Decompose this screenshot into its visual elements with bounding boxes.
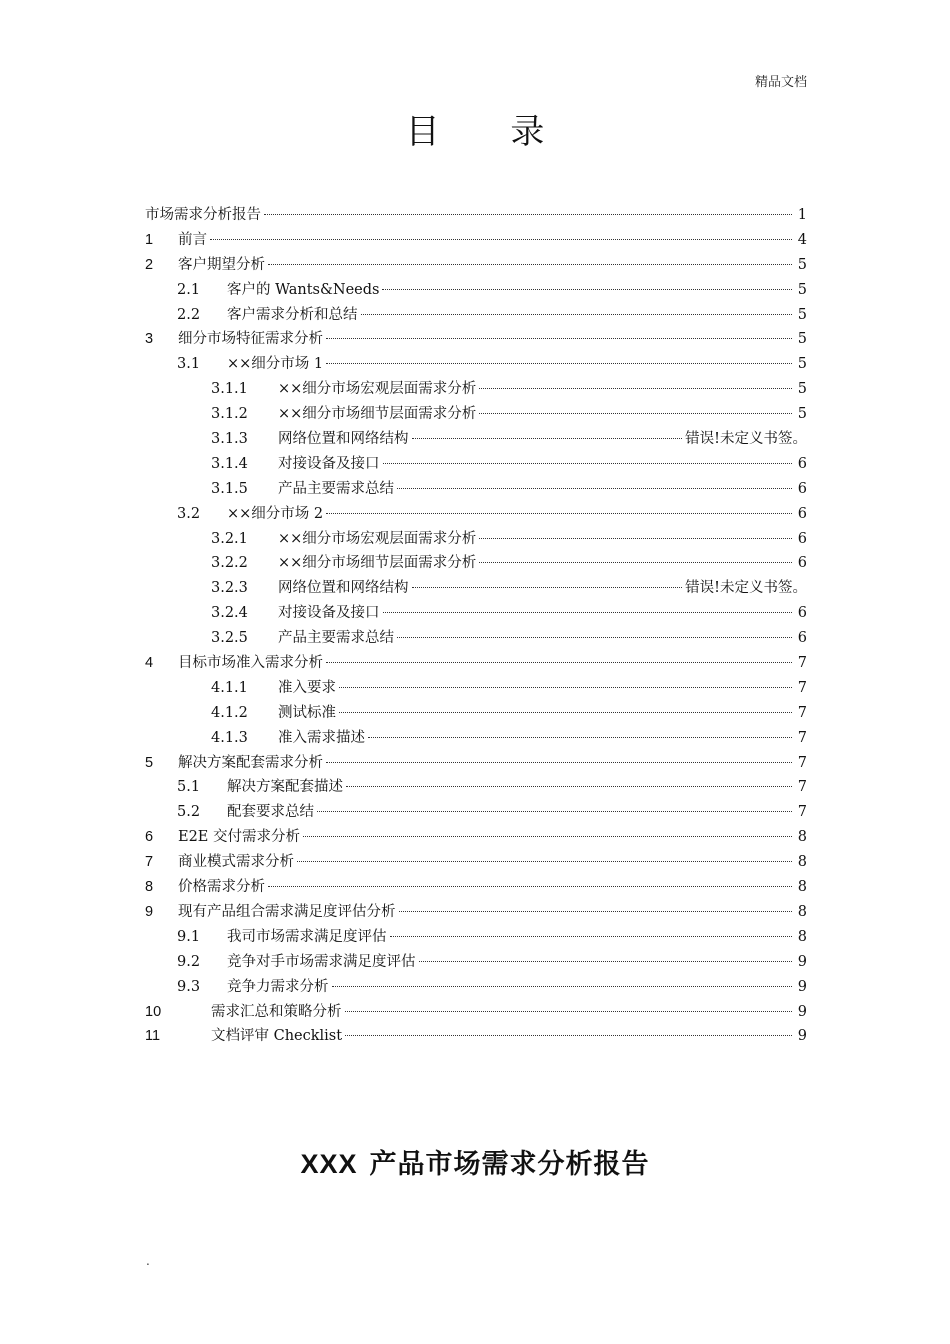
toc-entry-number: 4	[145, 655, 154, 672]
toc-entry-page: 6	[797, 555, 807, 572]
toc-entry-number: 3.1.2	[211, 406, 248, 423]
toc-entry-page: 5	[797, 306, 807, 323]
toc-dot-leader	[419, 961, 793, 962]
toc-dot-leader	[339, 687, 792, 688]
toc-entry-page: 9	[797, 1028, 807, 1045]
toc-dot-leader	[412, 587, 683, 588]
toc-entry-label: 现有产品组合需求满足度评估分析	[178, 903, 396, 920]
toc-entry-page: 错误!未定义书签。	[685, 431, 807, 448]
toc-entry-label: 网络位置和网络结构	[278, 431, 409, 448]
toc-dot-leader	[268, 264, 792, 265]
toc-dot-leader	[479, 538, 792, 539]
toc-entry-number: 8	[145, 879, 154, 896]
toc-entry-page: 8	[797, 879, 807, 896]
toc-entry-page: 5	[797, 281, 807, 298]
toc-entry-label: 配套要求总结	[227, 804, 314, 821]
toc-entry-label: ××细分市场细节层面需求分析	[278, 406, 477, 423]
toc-entry-label: 对接设备及接口	[278, 455, 380, 472]
toc-entry-number: 3.1.5	[211, 480, 248, 497]
toc-entry-number: 3.1.4	[211, 455, 248, 472]
toc-entry-label: 客户需求分析和总结	[227, 306, 358, 323]
toc-entry-page: 8	[797, 854, 807, 871]
toc-entry-number: 3.2.4	[211, 605, 248, 622]
toc-dot-leader	[383, 463, 793, 464]
toc-entry[interactable]	[145, 253, 807, 278]
document-title	[0, 1142, 950, 1181]
toc-entry-page: 5	[797, 256, 807, 273]
toc-entry-page: 1	[797, 207, 807, 223]
toc-entry[interactable]	[145, 327, 807, 352]
table-of-contents	[145, 203, 807, 1049]
toc-title: 目 录	[405, 112, 575, 152]
toc-entry[interactable]	[145, 452, 807, 477]
header-note: 精品文档	[754, 75, 807, 90]
toc-entry-page: 7	[797, 655, 807, 672]
toc-entry-page: 4	[797, 231, 807, 248]
toc-entry-label: 细分市场特征需求分析	[178, 331, 323, 348]
toc-entry-number: 9.2	[177, 953, 201, 970]
toc-entry[interactable]	[145, 850, 807, 875]
toc-dot-leader	[479, 388, 792, 389]
toc-entry-label: 文档评审 Checklist	[211, 1028, 343, 1045]
toc-entry-number: 3.2.5	[211, 630, 248, 647]
toc-entry-page: 7	[797, 779, 807, 796]
toc-entry-number: 10	[145, 1003, 162, 1020]
toc-entry[interactable]	[145, 527, 807, 552]
toc-entry-label: ××细分市场 1	[227, 356, 324, 373]
toc-entry[interactable]	[145, 875, 807, 900]
toc-entry-label: 竞争力需求分析	[227, 978, 329, 995]
toc-entry-page: 7	[797, 754, 807, 771]
toc-dot-leader	[297, 861, 792, 862]
toc-entry[interactable]	[145, 1024, 807, 1049]
toc-entry-label: 测试标准	[278, 704, 336, 721]
toc-entry-number: 11	[145, 1028, 161, 1045]
toc-dot-leader	[326, 513, 792, 514]
toc-entry-page: 9	[797, 953, 807, 970]
toc-dot-leader	[345, 1035, 792, 1036]
toc-entry-number: 7	[145, 854, 154, 871]
toc-entry-number: 3.1.3	[211, 431, 248, 448]
toc-entry[interactable]	[145, 352, 807, 377]
toc-entry-number: 3.1.1	[211, 381, 248, 398]
toc-entry-number: 2	[145, 256, 154, 273]
toc-entry-page: 7	[797, 704, 807, 721]
toc-entry-number: 9.3	[177, 978, 201, 995]
toc-entry[interactable]	[145, 303, 807, 328]
toc-dot-leader	[412, 438, 683, 439]
toc-dot-leader	[210, 239, 792, 240]
toc-entry[interactable]	[145, 676, 807, 701]
toc-entry-number: 3.2.3	[211, 580, 248, 597]
toc-entry[interactable]	[145, 900, 807, 925]
toc-dot-leader	[397, 637, 792, 638]
toc-entry-page: 9	[797, 978, 807, 995]
toc-dot-leader	[303, 836, 792, 837]
document-title-text: 产品市场需求分析报告	[369, 1149, 650, 1180]
toc-dot-leader	[326, 363, 792, 364]
toc-dot-leader	[390, 936, 793, 937]
toc-entry-page: 7	[797, 729, 807, 746]
toc-entry-page: 8	[797, 903, 807, 920]
toc-dot-leader	[317, 811, 792, 812]
toc-entry-label: 市场需求分析报告	[145, 207, 261, 223]
toc-dot-leader	[382, 289, 792, 290]
toc-entry[interactable]	[145, 950, 807, 975]
toc-entry-number: 3.1	[177, 356, 201, 373]
toc-dot-leader	[264, 214, 792, 215]
toc-entry-page: 6	[797, 480, 807, 497]
toc-dot-leader	[345, 1011, 793, 1012]
toc-entry[interactable]	[145, 427, 807, 452]
toc-entry-page: 8	[797, 928, 807, 945]
toc-entry-label: 我司市场需求满足度评估	[227, 928, 387, 945]
toc-entry-label: 竞争对手市场需求满足度评估	[227, 953, 416, 970]
toc-entry[interactable]	[145, 800, 807, 825]
toc-entry-label: ××细分市场宏观层面需求分析	[278, 530, 477, 547]
toc-dot-leader	[397, 488, 792, 489]
toc-entry[interactable]	[145, 775, 807, 800]
toc-entry-number: 6	[145, 829, 154, 846]
toc-entry[interactable]	[145, 701, 807, 726]
toc-entry-number: 1	[145, 231, 154, 248]
toc-entry-number: 2.2	[177, 306, 201, 323]
toc-entry[interactable]	[145, 551, 807, 576]
toc-dot-leader	[326, 662, 792, 663]
toc-entry-label: ××细分市场细节层面需求分析	[278, 555, 477, 572]
toc-entry-page: 6	[797, 630, 807, 647]
toc-entry-label: 前言	[178, 231, 207, 248]
toc-entry-label: 准入需求描述	[278, 729, 365, 746]
toc-entry-page: 5	[797, 331, 807, 348]
toc-dot-leader	[339, 712, 792, 713]
toc-entry-number: 4.1.2	[211, 704, 248, 721]
toc-entry[interactable]	[145, 1000, 807, 1025]
toc-entry-number: 4.1.1	[211, 679, 248, 696]
toc-entry[interactable]	[145, 726, 807, 751]
toc-entry-number: 3.2.2	[211, 555, 248, 572]
toc-entry-page: 6	[797, 605, 807, 622]
toc-entry-page: 5	[797, 356, 807, 373]
toc-entry[interactable]	[145, 477, 807, 502]
toc-entry[interactable]	[145, 825, 807, 850]
toc-dot-leader	[326, 762, 792, 763]
toc-dot-leader	[368, 737, 792, 738]
toc-entry-number: 4.1.3	[211, 729, 248, 746]
toc-entry-label: 客户期望分析	[178, 256, 265, 273]
toc-entry[interactable]	[145, 377, 807, 402]
footer-mark: .	[146, 1254, 150, 1268]
toc-entry-page: 错误!未定义书签。	[685, 580, 807, 597]
toc-entry-label: ××细分市场宏观层面需求分析	[278, 381, 477, 398]
toc-dot-leader	[361, 314, 793, 315]
toc-entry-label: 价格需求分析	[178, 879, 265, 896]
toc-dot-leader	[383, 612, 793, 613]
toc-entry-page: 6	[797, 455, 807, 472]
toc-dot-leader	[326, 338, 792, 339]
toc-entry[interactable]	[145, 502, 807, 527]
toc-dot-leader	[346, 786, 792, 787]
toc-entry-label: 产品主要需求总结	[278, 480, 394, 497]
toc-dot-leader	[268, 886, 792, 887]
toc-entry[interactable]	[145, 925, 807, 950]
toc-entry-page: 8	[797, 829, 807, 846]
toc-entry-number: 5	[145, 754, 154, 771]
toc-entry[interactable]	[145, 402, 807, 427]
toc-entry[interactable]	[145, 751, 807, 776]
toc-entry[interactable]	[145, 975, 807, 1000]
toc-entry-label: ××细分市场 2	[227, 505, 324, 522]
toc-entry[interactable]	[145, 601, 807, 626]
toc-entry[interactable]	[145, 651, 807, 676]
toc-entry-page: 5	[797, 406, 807, 423]
toc-entry[interactable]	[145, 203, 807, 228]
toc-entry-label: E2E 交付需求分析	[178, 829, 301, 846]
toc-entry-label: 目标市场准入需求分析	[178, 655, 323, 672]
toc-entry-page: 7	[797, 804, 807, 821]
toc-entry-label: 产品主要需求总结	[278, 630, 394, 647]
toc-entry-number: 9.1	[177, 928, 201, 945]
toc-dot-leader	[332, 986, 793, 987]
toc-entry-label: 客户的 Wants&Needs	[227, 281, 380, 298]
toc-entry-number: 3	[145, 331, 154, 348]
toc-entry-number: 5.1	[177, 779, 201, 796]
toc-entry-number: 9	[145, 903, 154, 920]
toc-entry-label: 解决方案配套描述	[227, 779, 343, 796]
toc-entry-page: 7	[797, 679, 807, 696]
toc-entry-label: 解决方案配套需求分析	[178, 754, 323, 771]
toc-entry-number: 3.2	[177, 505, 201, 522]
toc-entry-label: 网络位置和网络结构	[278, 580, 409, 597]
toc-entry-number: 2.1	[177, 281, 201, 298]
toc-entry-label: 商业模式需求分析	[178, 854, 294, 871]
toc-entry-page: 9	[797, 1003, 807, 1020]
toc-dot-leader	[399, 911, 793, 912]
toc-entry-label: 对接设备及接口	[278, 605, 380, 622]
toc-entry[interactable]	[145, 278, 807, 303]
document-title-prefix: XXX	[300, 1149, 358, 1179]
toc-entry-number: 5.2	[177, 804, 201, 821]
toc-entry-number: 3.2.1	[211, 530, 248, 547]
toc-entry-label: 准入要求	[278, 679, 336, 696]
toc-entry[interactable]	[145, 228, 807, 253]
toc-entry-label: 需求汇总和策略分析	[211, 1003, 342, 1020]
toc-entry[interactable]	[145, 576, 807, 601]
toc-entry-page: 6	[797, 505, 807, 522]
toc-dot-leader	[479, 562, 792, 563]
toc-entry-page: 5	[797, 381, 807, 398]
toc-dot-leader	[479, 413, 792, 414]
toc-entry-page: 6	[797, 530, 807, 547]
toc-entry[interactable]	[145, 626, 807, 651]
